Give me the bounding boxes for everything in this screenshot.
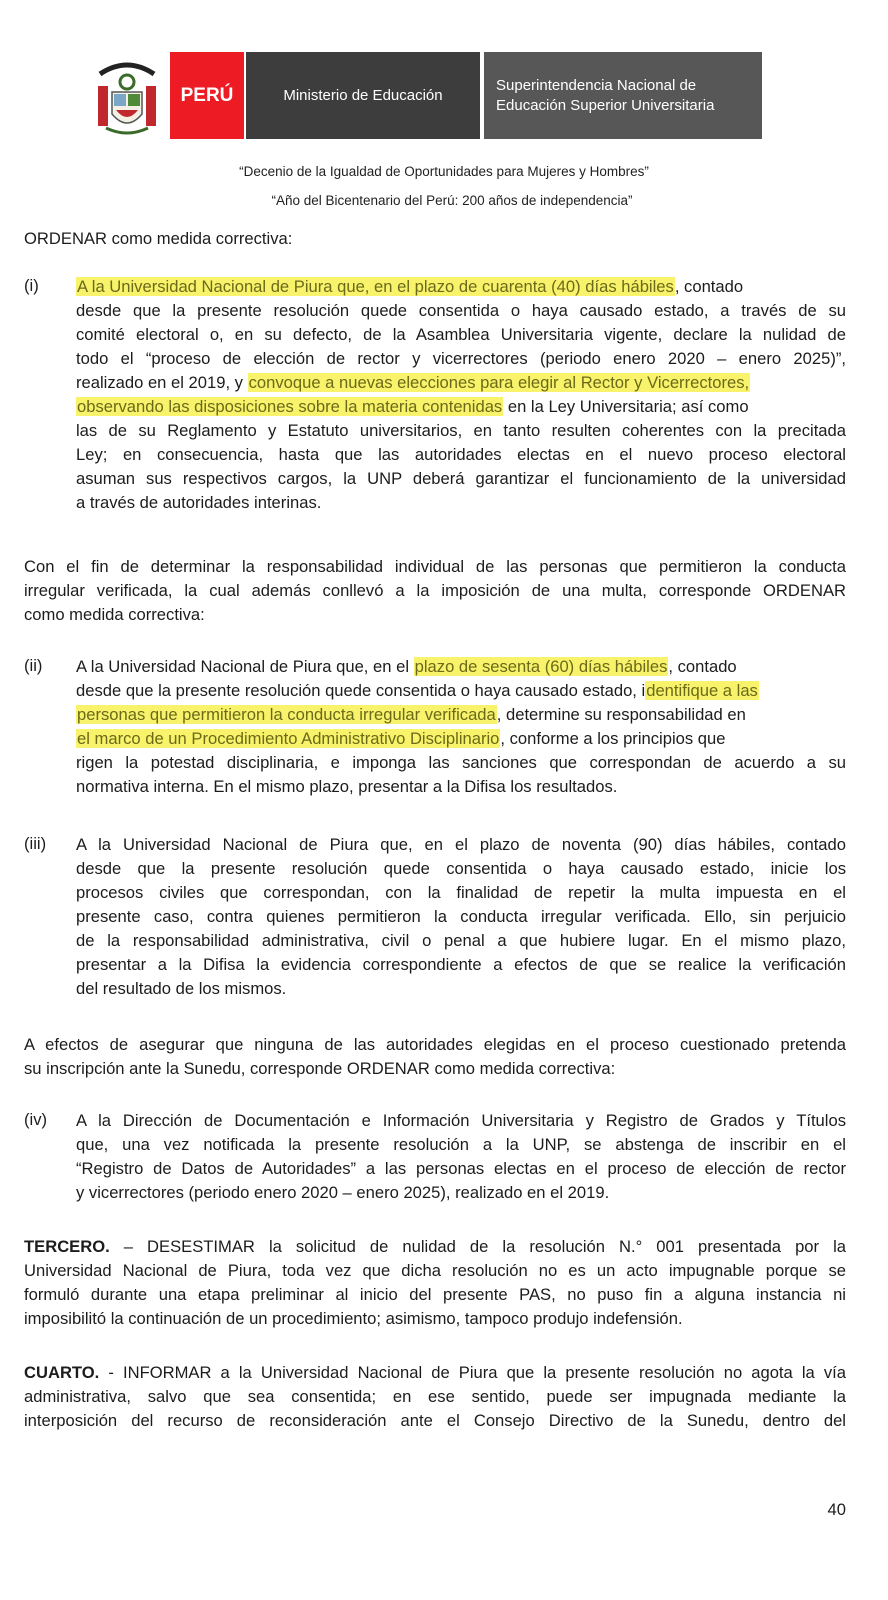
text: en la Ley Universitaria; así como [503, 397, 749, 416]
item-line [76, 656, 737, 678]
text: , conforme a los principios que [500, 729, 726, 748]
item-line: del resultado de los mismos. [76, 979, 287, 998]
agency-label [484, 52, 762, 139]
item-line: a través de autoridades interinas. [76, 493, 322, 512]
item-line: presente caso, contra quienes permitieron la conducta irregular verificada. Ello, sin perjuicio [76, 907, 846, 926]
paragraph-line: imposibilitó la continuación de un procedimiento; asimismo, tampoco produjo indefensión. [24, 1309, 683, 1328]
highlight: convoque a nuevas elecciones para elegir al Rector y Vicerrectores, [248, 373, 750, 392]
coat-of-arms-icon [92, 52, 162, 139]
item-line: que, una vez notificada la presente resolución a la UNP, se abstenga de inscribir en el [76, 1135, 846, 1154]
item-line [76, 396, 749, 418]
paragraph-line: formuló durante una etapa preliminar al inicio del presente PAS, no puso fin a alguna instancia ni [24, 1285, 846, 1304]
item-line: Ley; en consecuencia, hasta que las autoridades electas en el nuevo proceso electoral [76, 445, 846, 464]
item-line: desde que la presente resolución quede consentida o haya causado estado, inicie los [76, 859, 846, 878]
item-line: procesos civiles que correspondan, con la finalidad de repetir la multa impuesta en el [76, 883, 846, 902]
agency-line-1: Superintendencia Nacional de [496, 76, 697, 94]
item-number: (iii) [24, 834, 47, 853]
item-number: (i) [24, 276, 39, 295]
item-line: presentar a la Difisa la evidencia correspondiente a efectos de que se realice la verificación [76, 955, 846, 974]
item-line: comité electoral o, en su defecto, de la Asamblea Universitaria vigente, declare la nulidad de [76, 325, 846, 344]
highlight: personas que permitieron la conducta irregular verificada [77, 705, 496, 724]
ministry-label: Ministerio de Educación [246, 52, 480, 139]
item-line: rigen la potestad disciplinaria, e imponga las sanciones que correspondan de acuerdo a su [76, 753, 846, 772]
item-line: todo el “proceso de elección de rector y vicerrectores (periodo enero 2020 – enero 2025)”, [76, 349, 846, 368]
text: , determine su responsabilidad en [496, 705, 746, 724]
highlight: A la Universidad Nacional de Piura que, en el plazo de cuarenta (40) días hábiles [77, 277, 674, 296]
article-label: TERCERO. [24, 1237, 110, 1256]
highlight: plazo de sesenta (60) días hábiles [414, 657, 668, 676]
item-line: asuman sus respectivos cargos, la UNP deberá garantizar el funcionamiento de la universidad [76, 469, 846, 488]
item-line: las de su Reglamento y Estatuto universitarios, en tanto resulten coherentes con la precitada [76, 421, 846, 440]
item-line: normativa interna. En el mismo plazo, presentar a la Difisa los resultados. [76, 777, 618, 796]
paragraph-line: A efectos de asegurar que ninguna de las autoridades elegidas en el proceso cuestionado pretenda [24, 1035, 846, 1054]
motto-decade: “Decenio de la Igualdad de Oportunidades para Mujeres y Hombres” [239, 164, 649, 179]
text: , contado [668, 657, 737, 676]
intro-text: ORDENAR como medida correctiva: [24, 229, 293, 248]
country-label: PERÚ [170, 52, 244, 139]
text: - INFORMAR a la Universidad Nacional de Piura que la presente resolución no agota la vía [99, 1363, 846, 1382]
item-line: y vicerrectores (periodo enero 2020 – enero 2025), realizado en el 2019. [76, 1183, 610, 1202]
item-line [76, 704, 746, 726]
paragraph-line: Con el fin de determinar la responsabilidad individual de las personas que permitieron la conducta [24, 557, 846, 576]
item-line: A la Universidad Nacional de Piura que, en el plazo de noventa (90) días hábiles, contado [76, 835, 846, 854]
item-line [76, 372, 750, 394]
paragraph-line: su inscripción ante la Sunedu, corresponde ORDENAR como medida correctiva: [24, 1059, 616, 1078]
item-line: de la responsabilidad administrativa, civil o penal a que hubiere lugar. En el mismo plazo, [76, 931, 846, 950]
highlight: dentifique a las [646, 681, 758, 700]
article-label: CUARTO. [24, 1363, 100, 1382]
text: desde que la presente resolución quede consentida o haya causado estado, i [76, 681, 646, 700]
text: realizado en el 2019, y [76, 373, 248, 392]
item-line [76, 680, 759, 702]
item-line: desde que la presente resolución quede consentida o haya causado estado, a través de su [76, 301, 846, 320]
letterhead [92, 52, 762, 139]
paragraph-line: administrativa, salvo que sea consentida; en ese sentido, puede ser impugnada mediante la [24, 1387, 846, 1406]
paragraph-line [24, 1236, 846, 1258]
paragraph-line: como medida correctiva: [24, 605, 205, 624]
item-line: A la Dirección de Documentación e Información Universitaria y Registro de Grados y Títulos [76, 1111, 846, 1130]
text: observando las disposiciones sobre la materia contenidas [77, 397, 503, 416]
item-line [76, 276, 743, 298]
item-line [76, 728, 725, 750]
item-number: (iv) [24, 1110, 48, 1129]
paragraph-line: Universidad Nacional de Piura, toda vez que dicha resolución no es un acto impugnable porque se [24, 1261, 846, 1280]
text: A la Universidad Nacional de Piura que, en el [76, 657, 414, 676]
text: – DESESTIMAR la solicitud de nulidad de la resolución N.° 001 presentada por la [109, 1237, 846, 1256]
paragraph-line: irregular verificada, la cual además conllevó a la imposición de una multa, corresponde ORDENAR [24, 581, 846, 600]
page-number: 40 [827, 1500, 846, 1519]
agency-line-2: Educación Superior Universitaria [496, 96, 715, 114]
paragraph-line: interposición del recurso de reconsideración ante el Consejo Directivo de la Sunedu, dentro del [24, 1411, 846, 1430]
item-line: “Registro de Datos de Autoridades” a las personas electas en el proceso de elección de rector [76, 1159, 846, 1178]
paragraph-line [24, 1362, 846, 1384]
highlight: el marco de un Procedimiento Administrativo Disciplinario [77, 729, 500, 748]
motto-year: “Año del Bicentenario del Perú: 200 años de independencia” [271, 193, 633, 208]
item-number: (ii) [24, 656, 43, 675]
text: , contado [674, 277, 744, 296]
